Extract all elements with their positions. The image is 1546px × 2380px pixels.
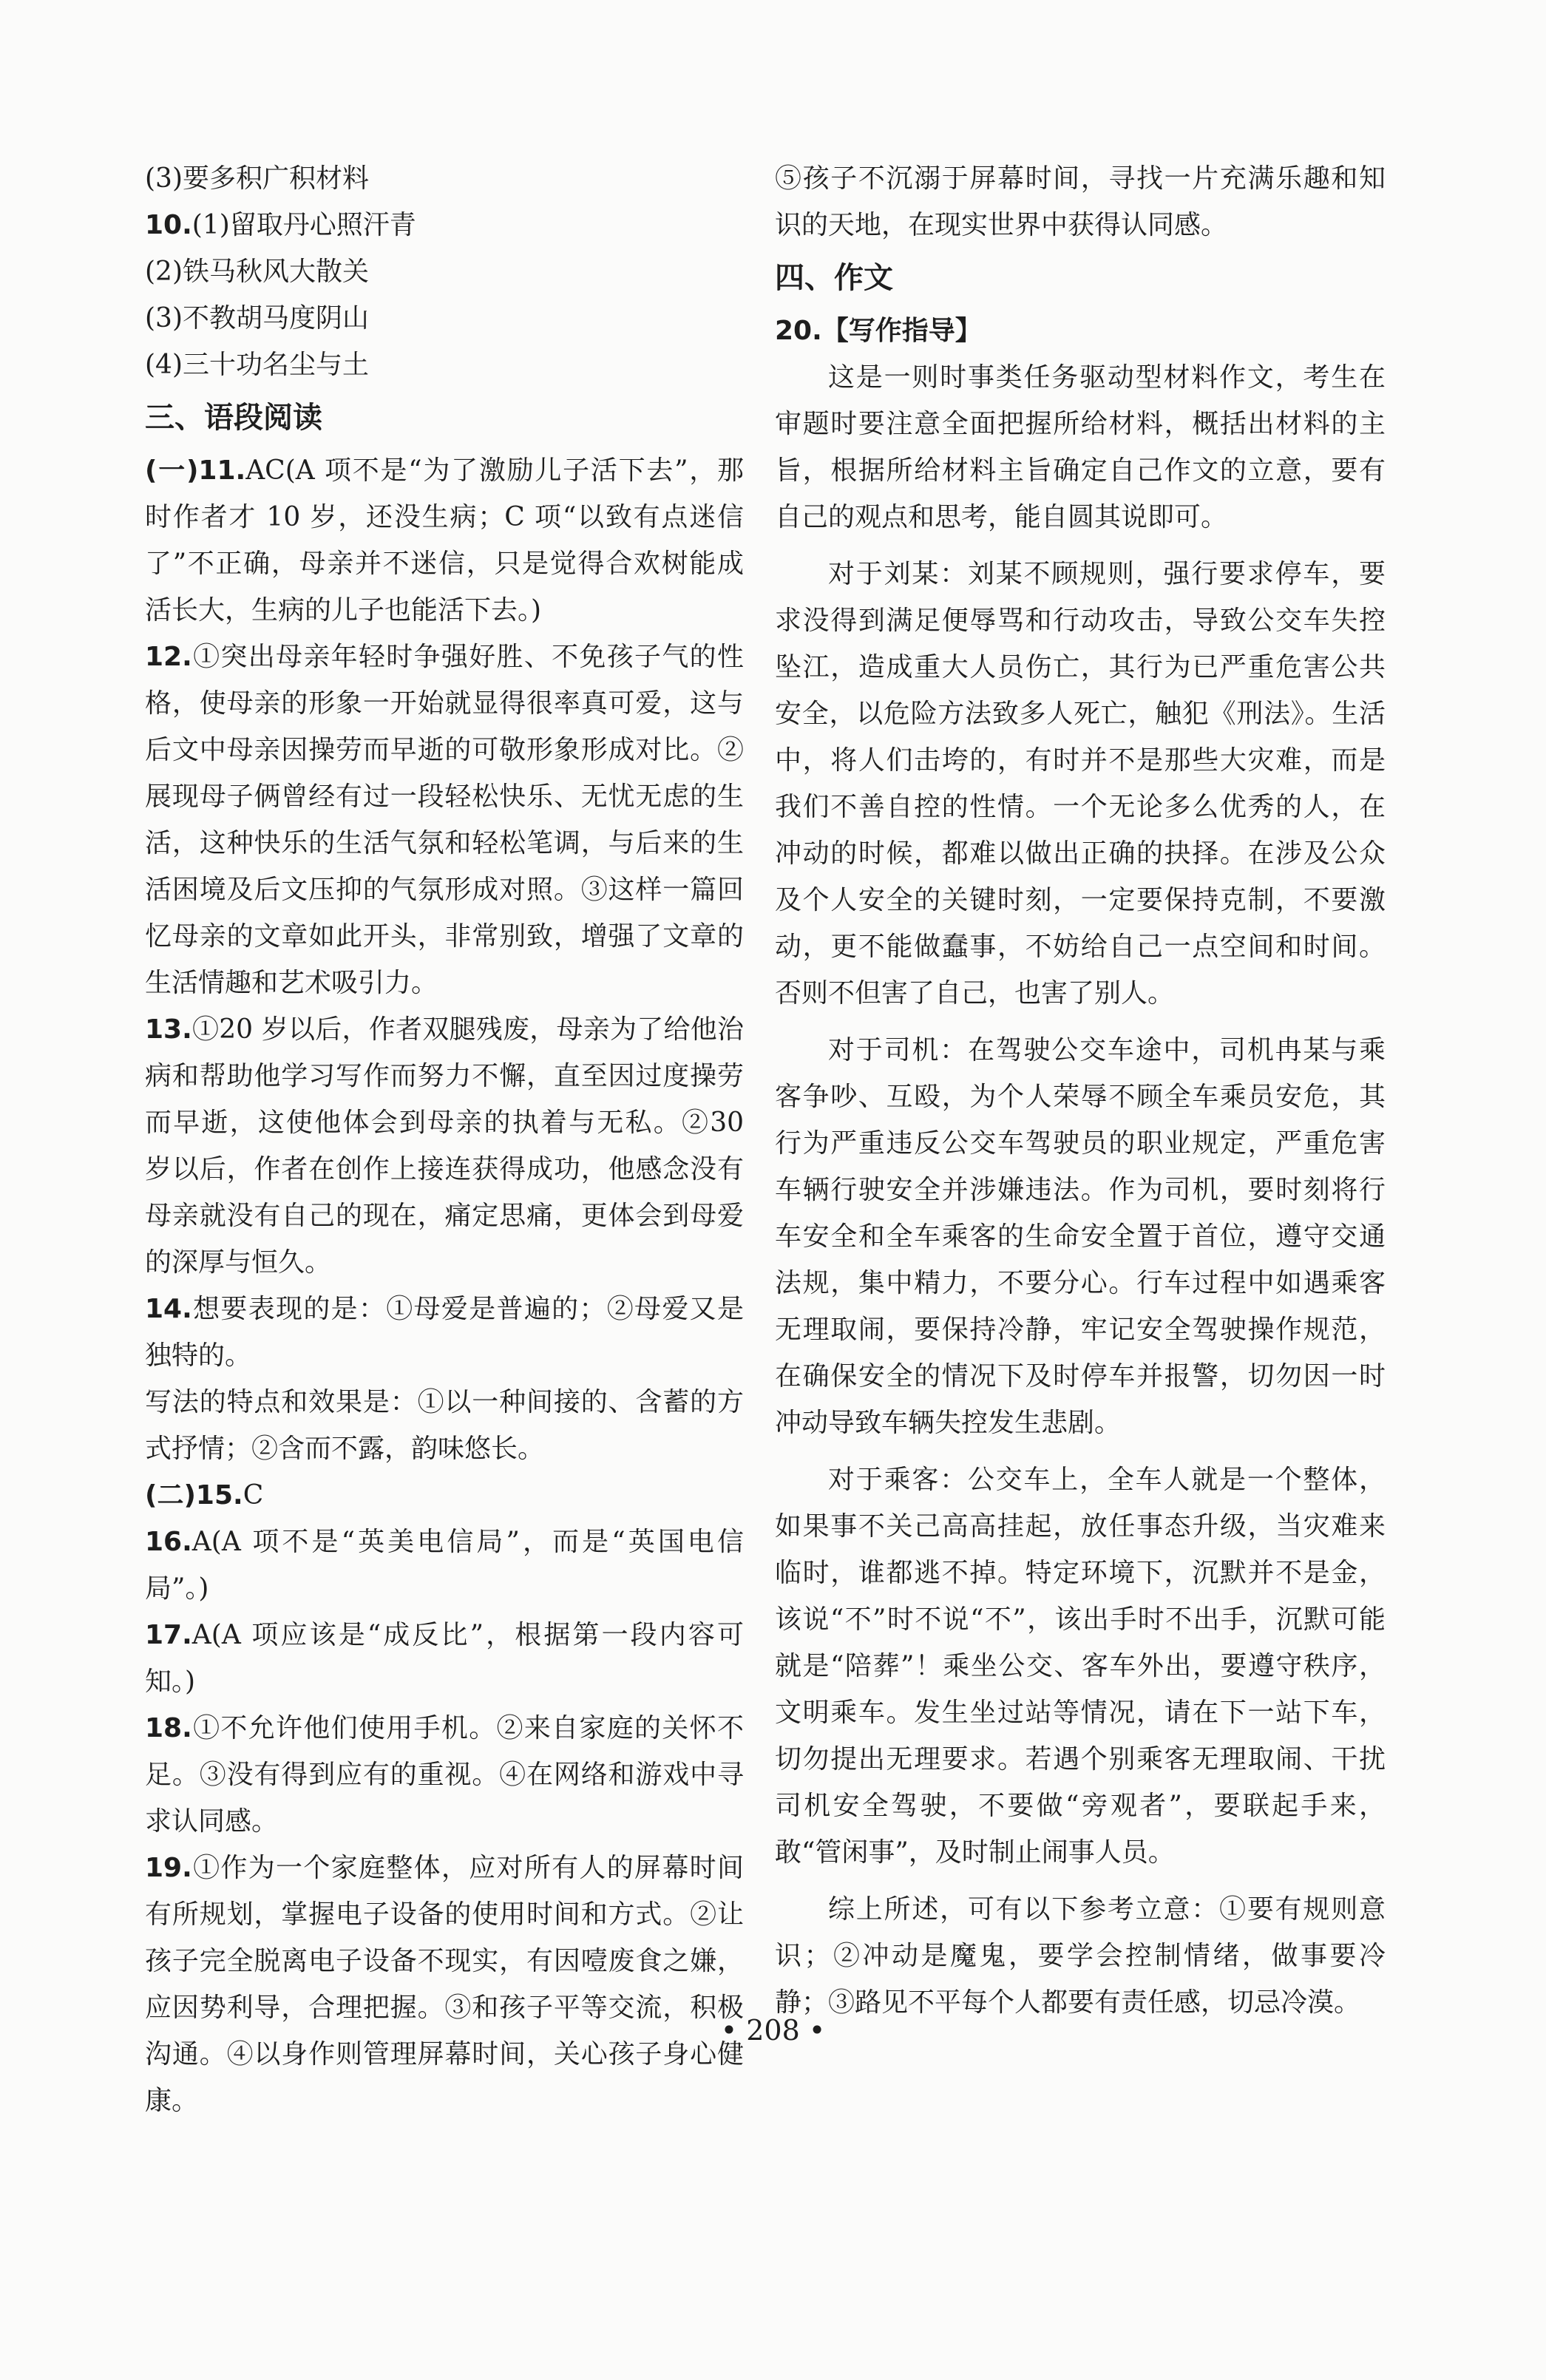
essay-guide-paragraph-5: 综上所述，可有以下参考立意：①要有规则意识；②冲动是魔鬼，要学会控制情绪，做事要冷静；③路见不平每个人都要有责任感，切忌冷漠。 [775,1894,1386,2018]
page-number: • 208 • [720,2014,826,2047]
q12-number: 12. [145,642,192,672]
q19-number: 19. [145,1853,192,1883]
q10-item-3: (3)不教胡马度阴山 [145,303,369,333]
q17-answer [145,1612,744,1705]
q19-text: ①作为一个家庭整体，应对所有人的屏幕时间有所规划，掌握电子设备的使用时间和方式。②让孩子完全脱离电子设备不现实，有因噎废食之嫌，应因势利导，合理把握。③和孩子平等交流，积极沟通。④以身作则管理屏幕时间，关心孩子身心健康。 [145,1853,744,2116]
q16-answer [145,1519,744,1612]
q17-text: A(A 项应该是“成反比”，根据第一段内容可知。) [145,1620,744,1697]
q9-item-3: (3)要多积广积材料 [145,163,369,194]
q13-text: ①20 岁以后，作者双腿残废，母亲为了给他治病和帮助他学习写作而努力不懈，直至因过度操劳而早逝，这使他体会到母亲的执着与无私。②30 岁以后，作者在创作上接连获得成功，他感念没有母亲就没有自己的现在，痛定思痛，更体会到母爱的深厚与恒久。 [145,1014,744,1278]
q11-text: AC(A 项不是“为了激励儿子活下去”，那时作者才 10 岁，还没生病；C 项“以致有点迷信了”不正确，母亲并不迷信，只是觉得合欢树能成活长大，生病的儿子也能活下去。) [145,455,744,625]
essay-guide-paragraph-4: 对于乘客：公交车上，全车人就是一个整体，如果事不关己高高挂起，放任事态升级，当灾难来临时，谁都逃不掉。特定环境下，沉默并不是金，该说“不”时不说“不”，该出手时不出手，沉默可能就是“陪葬”！乘坐公交、客车外出，要遵守秩序，文明乘车。发生坐过站等情况，请在下一站下车，切勿提出无理要求。若遇个别乘客无理取闹、干扰司机安全驾驶，不要做“旁观者”，要联起手来，敢“管闲事”，及时制止闹事人员。 [775,1465,1386,1868]
q19-answer [145,1845,744,2124]
section-heading-3: 三、语段阅读 [145,401,322,435]
q11-answer [145,447,744,634]
essay-guide-paragraph-3: 对于司机：在驾驶公交车途中，司机冉某与乘客争吵、互殴，为个人荣辱不顾全车乘员安危，其行为严重违反公交车驾驶员的职业规定，严重危害车辆行驶安全并涉嫌违法。作为司机，要时刻将行车安全和全车乘客的生命安全置于首位，遵守交通法规，集中精力，不要分心。行车过程中如遇乘客无理取闹，要保持冷静，牢记安全驾驶操作规范，在确保安全的情况下及时停车并报警，切勿因一时冲动导致车辆失控发生悲剧。 [775,1035,1386,1438]
q14-text: 想要表现的是：①母爱是普遍的；②母爱又是独特的。 [145,1294,744,1371]
q14-answer [145,1286,744,1379]
section-heading-4: 四、作文 [775,261,893,295]
q20-heading [775,308,1386,354]
q16-number: 16. [145,1527,192,1557]
q15-answer [145,1472,744,1519]
q16-text: A(A 项不是“英美电信局”，而是“英国电信局”。) [145,1527,744,1604]
paragraph-gap [775,540,1386,551]
q12-answer [145,634,744,1006]
q14-number: 14. [145,1294,192,1324]
q20-tag: 【写作指导】 [821,316,982,346]
q15-text: C [243,1480,264,1511]
q10-number: 10. [145,210,192,240]
q20-number: 20. [775,316,822,346]
q18-text: ①不允许他们使用手机。②来自家庭的关怀不足。③没有得到应有的重视。④在网络和游戏中寻求认同感。 [145,1713,744,1837]
q15-number: (二)15. [145,1480,243,1511]
q11-number: (一)11. [145,455,246,486]
paragraph-gap [775,1017,1386,1027]
q17-number: 17. [145,1620,192,1650]
q19-continuation: ⑤孩子不沉溺于屏幕时间，寻找一片充满乐趣和知识的天地，在现实世界中获得认同感。 [775,163,1386,240]
paragraph-gap [775,1876,1386,1886]
paragraph-gap [775,1446,1386,1457]
essay-guide-paragraph-2: 对于刘某：刘某不顾规则，强行要求停车，要求没得到满足便辱骂和行动攻击，导致公交车失控坠江，造成重大人员伤亡，其行为已严重危害公共安全，以危险方法致多人死亡，触犯《刑法》。生活中，将人们击垮的，有时并不是那些大灾难，而是我们不善自控的性情。一个无论多么优秀的人，在冲动的时候，都难以做出正确的抉择。在涉及公众及个人安全的关键时刻，一定要保持克制，不要激动，更不能做蠢事，不妨给自己一点空间和时间。否则不但害了自己，也害了别人。 [775,559,1386,1008]
q18-answer [145,1705,744,1845]
essay-guide-paragraph-1: 这是一则时事类任务驱动型材料作文，考生在审题时要注意全面把握所给材料，概括出材料的主旨，根据所给材料主旨确定自己作文的立意，要有自己的观点和思考，能自圆其说即可。 [775,362,1386,532]
left-column [145,155,744,2124]
q10-item-1 [145,202,744,248]
q12-text: ①突出母亲年轻时争强好胜、不免孩子气的性格，使母亲的形象一开始就显得很率真可爱，这与后文中母亲因操劳而早逝的可敬形象形成对比。②展现母子俩曾经有过一段轻松快乐、无忧无虑的生活，这种快乐的生活气氛和轻松笔调，与后来的生活困境及后文压抑的气氛形成对照。③这样一篇回忆母亲的文章如此开头，非常别致，增强了文章的生活情趣和艺术吸引力。 [145,642,744,998]
q10-item-2: (2)铁马秋风大散关 [145,257,369,287]
right-column [775,155,1386,2026]
q18-number: 18. [145,1713,192,1743]
q14-answer-2: 写法的特点和效果是：①以一种间接的、含蓄的方式抒情；②含而不露，韵味悠长。 [145,1387,744,1464]
q13-number: 13. [145,1014,192,1045]
q13-answer [145,1006,744,1286]
q10-item-4: (4)三十功名尘与土 [145,350,369,380]
q10-text-1: (1)留取丹心照汗青 [191,210,416,240]
